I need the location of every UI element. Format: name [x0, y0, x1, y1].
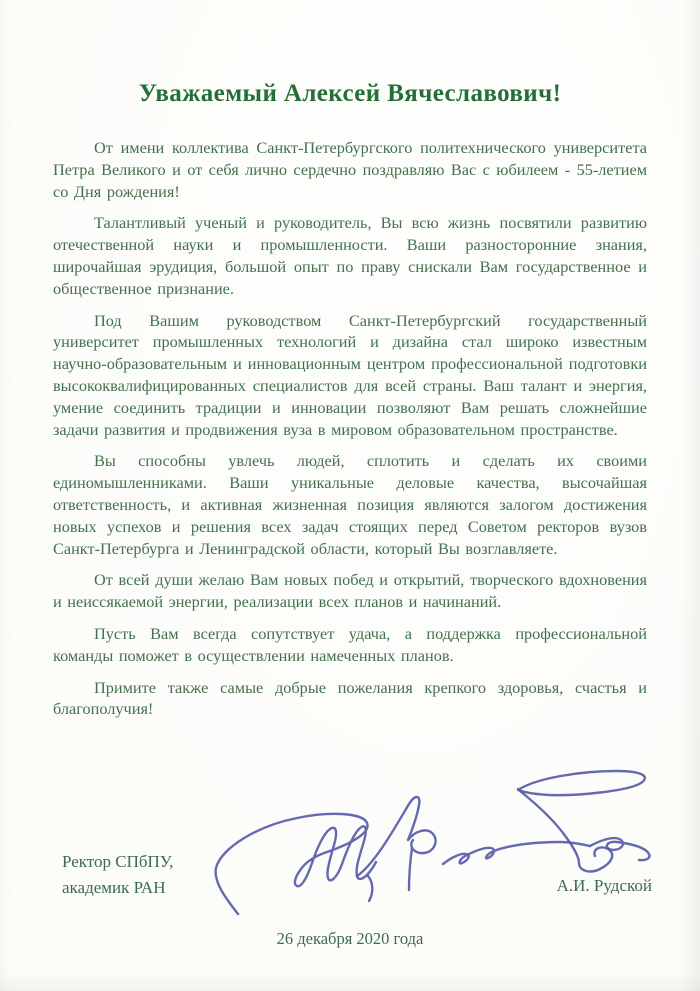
letter-paragraph: Под Вашим руководством Санкт-Петербургский государственный университет промышленных технологий и дизайна стал широко известным научно-образовательным и инновационным центром профессиональной подготовки высококвалифицированных специалистов для всей страны. Ваш талант и энергия, умение соединить традиции и инновации позволяют Вам решать сложнейшие задачи развития и продвижения вуза в мировом образовательном пространстве. — [53, 310, 647, 439]
letter-paragraph: От имени коллектива Санкт-Петербургского политехнического университета Петра Великого и от себя лично сердечно поздравляю Вас с юбилеем - 55-летием со Дня рождения! — [53, 138, 647, 201]
signer-name: А.И. Рудской — [556, 876, 652, 895]
letter-paragraph: От всей души желаю Вам новых побед и открытий, творческого вдохновения и неиссякаемой энергии, реализации всех планов и начинаний. — [53, 570, 647, 612]
letter-date: 26 декабря 2020 года — [276, 929, 424, 948]
letter-paragraph: Примите также самые добрые пожелания крепкого здоровья, счастья и благополучия! — [53, 677, 647, 719]
letter-paragraph: Талантливый ученый и руководитель, Вы всю жизнь посвятили развитию отечественной науки и промышленности. Ваши разносторонние знания, широчайшая эрудиция, большой опыт по праву снискали Вам государственное и общественное признание. — [53, 213, 647, 298]
letter-paragraph: Вы способны увлечь людей, сплотить и сделать их своими единомышленниками. Ваши уникальные деловые качества, высочайшая ответственность, и активная жизненная позиция являются залогом достижения новых успехов и решения всех задач стоящих перед Советом ректоров вузов Санкт-Петербурга и Ленинградской области, который Вы возглавляете. — [53, 451, 647, 558]
handwritten-signature-ink — [205, 768, 660, 938]
signer-position-line1: Ректор СПбПУ, — [62, 852, 174, 871]
signer-position — [62, 849, 173, 901]
signer-position-line2: академик РАН — [62, 878, 166, 897]
letter-body — [0, 137, 700, 720]
letter-paragraph: Пусть Вам всегда сопутствует удача, а поддержка профессиональной команды поможет в осуществлении намеченных планов. — [53, 623, 647, 665]
letter-title: Уважаемый Алексей Вячеславович! — [138, 80, 562, 107]
